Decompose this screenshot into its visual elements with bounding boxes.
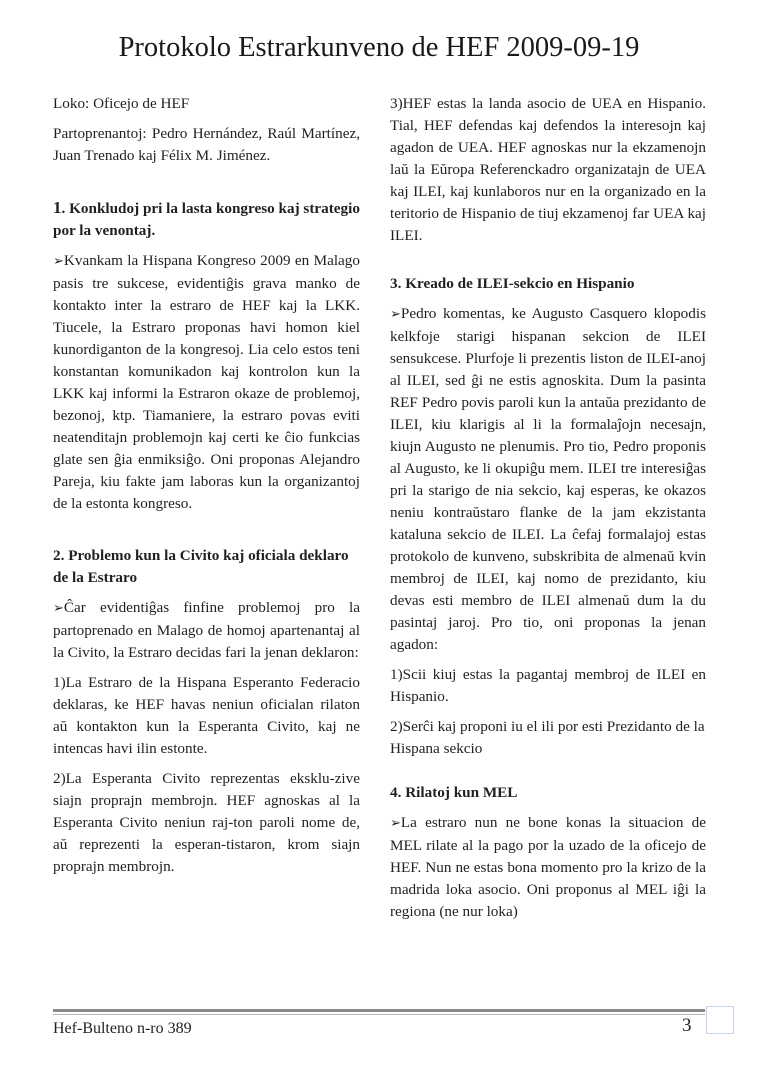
footer-page-number: 3 bbox=[682, 1015, 692, 1036]
section-1-heading-text: . Konkludoj pri la lasta kongreso kaj strategio por la venontaj. bbox=[53, 200, 360, 239]
arrow-bullet-icon: ➢ bbox=[390, 307, 401, 322]
section-4-paragraph bbox=[390, 812, 706, 923]
section-3-heading: 3. Kreado de ILEI-sekcio en Hispanio bbox=[390, 275, 635, 292]
footer-rule bbox=[53, 1009, 705, 1012]
section-3-point-1: 1)Scii kiuj estas la pagantaj membroj de ILEI en Hispanio. bbox=[390, 666, 706, 705]
location-line: Loko: Oficejo de HEF bbox=[53, 95, 190, 112]
section-2-point-3: 3)HEF estas la landa asocio de UEA en Hispanio. Tial, HEF defendas kaj defendos la interesojn kaj agadon de UEA. HEF agnoskas nur la ekzamenojn laŭ la Eŭropa Referenckadro organizatajn de UEA kaj ILEI, kaj kunlaboros nur en la organizado en la teritorio de Hispanio de tiuj ekzamenoj far UEA kaj ILEI. bbox=[390, 95, 706, 244]
section-2-point-2: 2)La Esperanta Civito reprezentas eksklu-zive siajn proprajn membrojn. HEF agnoskas al la Esperanta Civito neniun raj-ton paroli nome de, aŭ reprezenti la esperan-tistaron, krom siajn proprajn membrojn. bbox=[53, 770, 360, 875]
arrow-bullet-icon: ➢ bbox=[390, 816, 401, 831]
participants-line: Partoprenantoj: Pedro Hernández, Raúl Martínez, Juan Trenado kaj Félix M. Jiménez. bbox=[53, 125, 360, 164]
section-3-paragraph bbox=[390, 303, 706, 656]
section-2-heading: 2. Problemo kun la Civito kaj oficiala deklaro de la Estraro bbox=[53, 547, 349, 586]
arrow-bullet-icon: ➢ bbox=[53, 254, 64, 269]
section-4-heading: 4. Rilatoj kun MEL bbox=[390, 784, 518, 801]
section-1-number: 1 bbox=[53, 198, 62, 217]
section-3-text: Pedro komentas, ke Augusto Casquero klopodis kelkfoje starigi hispanan sekcion de ILEI sensukcese. Plurfoje li prezentis liston de ILEI-anoj al ILEI, sed ĝi ne estis agnoskita. Dum la pasinta REF Pedro povis paroli kun la antaŭa prezidanto de ILEI, kiu klarigis al li la formalaĵojn necesajn, kiujn Augusto ne plenumis. Pro tio, Pedro proponis al Augusto, ke li okupiĝu mem. ILEI tre interesiĝas pri la starigo de nia sekcio, kaj esperas, ke okazos neniu kontraŭstaro flanke de la jam ekzistanta kataluna sekcio de ILEI. La ĉefaj formalajoj estas protokolo de kunveno, subskribita de almenaŭ kvin membroj de ILEI, kaj nomo de prezidanto, kiu devas esti membro de ILEI almenaŭ dum la du pasintaj jaroj. Pro tio, oni proponas la jenan agadon: bbox=[390, 305, 706, 653]
section-2-intro-text: Ĉar evidentiĝas finfine problemoj pro la partoprenado en Malago de homoj apartenantaj al la Civito, la Estraro decidas fari la jenan deklaron: bbox=[53, 599, 360, 661]
section-2-intro bbox=[53, 597, 360, 664]
section-1-paragraph bbox=[53, 250, 360, 515]
left-column bbox=[53, 93, 360, 886]
section-1-heading bbox=[53, 197, 360, 242]
page-title: Protokolo Estrarkunveno de HEF 2009-09-19 bbox=[118, 32, 640, 63]
footer-rule-thin bbox=[53, 1014, 705, 1015]
section-2-point-1: 1)La Estraro de la Hispana Esperanto Federacio deklaras, ke HEF havas neniun oficialan rilaton aŭ kontakton kun la Esperanta Civito, kaj ne intencas havi ilin estonte. bbox=[53, 674, 360, 757]
corner-frame bbox=[706, 1006, 734, 1034]
section-3-point-2: 2)Serĉi kaj proponi iu el ili por esti Prezidanto de la Hispana sekcio bbox=[390, 718, 705, 757]
section-4-text: La estraro nun ne bone konas la situacion de MEL rilate al la pago por la uzado de la oficejo de HEF. Nun ne estas bona momento pro la krizo de la madrida loka asocio. Oni proponus al MEL iĝi la regiona (ne nur loka) bbox=[390, 814, 706, 920]
footer-publication: Hef-Bulteno n-ro 389 bbox=[53, 1020, 192, 1037]
arrow-bullet-icon: ➢ bbox=[53, 601, 64, 616]
section-1-text: Kvankam la Hispana Kongreso 2009 en Malago pasis tre sukcese, evidentiĝis grava manko de kontakto inter la estraro de HEF kaj la LKK. Tiucele, la Estraro proponas havi homon kiel kunordiganton de la kongresoj. Lia celo estos teni konstantan komunikadon kaj kontrolon kun la LKK kaj informi la Estraron okaze de problemoj, bezonoj, ktp. Tiamaniere, la estraro povas eviti neatenditajn problemojn kaj certi ke ĉio funkcias glate sen ĝia enmiksiĝo. Oni proponas Alejandro Pareja, kiu fakte jam laboras kun la organizantoj de la estonta kongreso. bbox=[53, 252, 360, 512]
right-column bbox=[390, 93, 706, 931]
